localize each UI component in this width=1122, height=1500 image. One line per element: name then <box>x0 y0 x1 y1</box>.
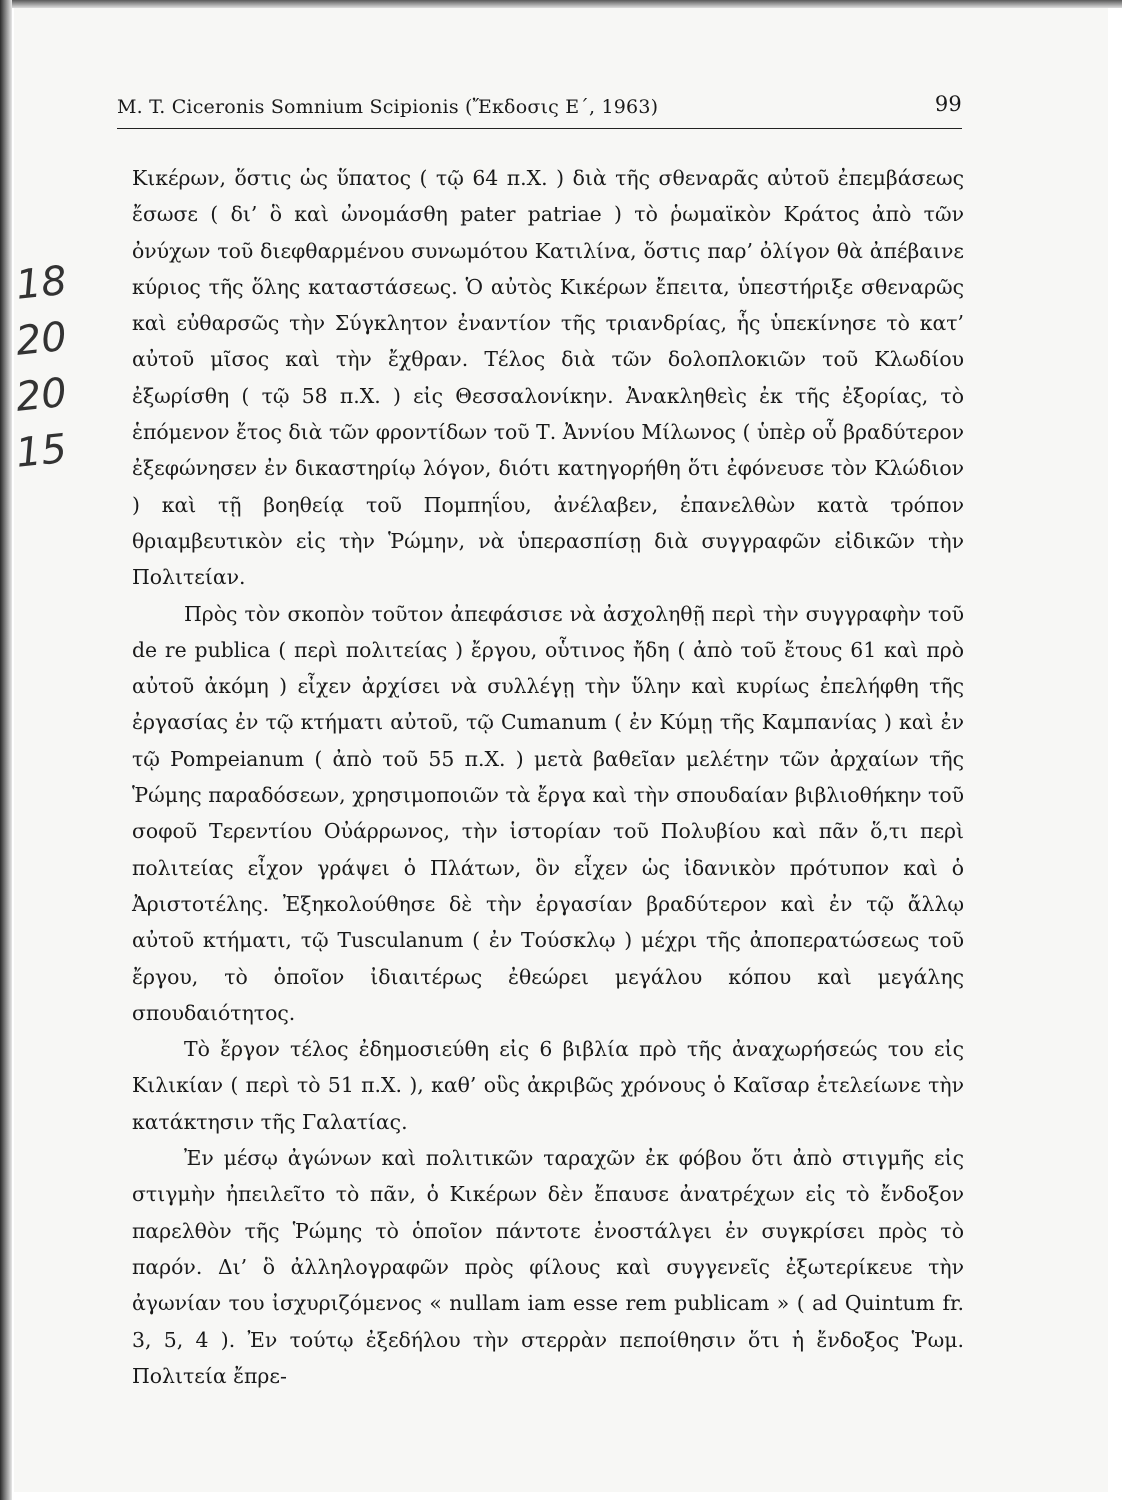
scan-edge-top <box>0 0 1122 8</box>
margin-note: 18 <box>13 257 70 309</box>
paragraph: Ἐν μέσῳ ἀγώνων καὶ πολιτικῶν ταραχῶν ἐκ φόβου ὅτι ἀπὸ στιγμῆς εἰς στιγμὴν ἠπειλεῖτο τὸ πᾶν, ὁ Κικέρων δὲν ἔπαυσε ἀνατρέχων εἰς τὸ ἔνδοξον παρελθὸν τῆς Ῥώμης τὸ ὁποῖον πάντοτε ἐνοστάλγει ἐν συγκρίσει πρὸς τὸ παρόν. Δι’ ὃ ἀλληλογραφῶν πρὸς φίλους καὶ συγγενεῖς ἐξωτερίκευε τὴν ἀγωνίαν του ἰσχυριζόμενος « nullam iam esse rem publicam » ( ad Quintum fr. 3, 5, 4 ). Ἐν τούτῳ ἐξεδήλου τὴν στερρὰν πεποίθησιν ὅτι ἡ ἔνδοξος Ῥωμ. Πολιτεία ἔπρε- <box>132 1146 964 1388</box>
paragraph: Πρὸς τὸν σκοπὸν τοῦτον ἀπεφάσισε νὰ ἀσχοληθῇ περὶ τὴν συγγραφὴν τοῦ de re publica ( περὶ πολιτείας ) ἔργου, οὗτινος ἤδη ( ἀπὸ τοῦ ἔτους 61 καὶ πρὸ αὐτοῦ ἀκόμη ) εἶχεν ἀρχίσει νὰ συλλέγῃ τὴν ὕλην καὶ κυρίως ἐπελήφθη τῆς ἐργασίας ἐν τῷ κτήματι αὐτοῦ, τῷ Cumanum ( ἐν Κύμῃ τῆς Καμπανίας ) καὶ ἐν τῷ Pompeianum ( ἀπὸ τοῦ 55 π.Χ. ) μετὰ βαθεῖαν μελέτην τῶν ἀρχαίων τῆς Ῥώμης παραδόσεων, χρησιμοποιῶν τὰ ἔργα καὶ τὴν σπουδαίαν βιβλιοθήκην τοῦ σοφοῦ Τερεντίου Οὐάρρωνος, τὴν ἱστορίαν τοῦ Πολυβίου καὶ πᾶν ὅ,τι περὶ πολιτείας εἶχον γράψει ὁ Πλάτων, ὃν εἶχεν ὡς ἰδανικὸν πρότυπον καὶ ὁ Ἀριστοτέλης. Ἐξηκολούθησε δὲ τὴν ἐργασίαν βραδύτερον καὶ ἐν τῷ ἄλλῳ αὐτοῦ κτήματι, τῷ Tusculanum ( ἐν Τούσκλῳ ) μέχρι τῆς ἀποπερατώσεως τοῦ ἔργου, τὸ ὁποῖον ἰδιαιτέρως ἐθεώρει μεγάλου κόπου καὶ μεγάλης σπουδαιότητος. <box>132 601 964 1025</box>
paragraph: Κικέρων, ὅστις ὡς ὕπατος ( τῷ 64 π.Χ. ) διὰ τῆς σθεναρᾶς αὐτοῦ ἐπεμβάσεως ἔσωσε ( δι’ ὃ καὶ ὠνομάσθη pater patriae ) τὸ ῥωμαϊκὸν Κράτος ἀπὸ τῶν ὀνύχων τοῦ διεφθαρμένου συνωμότου Κατιλίνα, ὅστις παρ’ ὀλίγον θὰ ἀπέβαινε κύριος τῆς ὅλης καταστάσεως. Ὁ αὐτὸς Κικέρων ἔπειτα, ὑπεστήριξε σθεναρῶς καὶ εὐθαρσῶς τὴν Σύγκλητον ἐναντίον τῆς τριανδρίας, ἧς ὑπεκίνησε τὸ κατ’ αὐτοῦ μῖσος καὶ τὴν ἔχθραν. Τέλος διὰ τῶν δολοπλοκιῶν τοῦ Κλωδίου ἐξωρίσθη ( τῷ 58 π.Χ. ) εἰς Θεσσαλονίκην. Ἀνακληθεὶς ἐκ τῆς ἐξορίας, τὸ ἑπόμενον ἔτος διὰ τῶν φροντίδων τοῦ Τ. Ἀννίου Μίλωνος ( ὑπὲρ οὗ βραδύτερον ἐξεφώνησεν ἐν δικαστηρίῳ λόγον, διότι κατηγορήθη ὅτι ἐφόνευσε τὸν Κλώδιον ) καὶ τῇ βοηθείᾳ τοῦ Πομπηΐου, ἀνέλαβεν, ἐπανελθὼν κατὰ τρόπον θριαμβευτικὸν εἰς τὴν Ῥώμην, νὰ ὑπερασπίσῃ διὰ συγγραφῶν εἰδικῶν τὴν Πολιτείαν. <box>132 166 964 590</box>
paragraph: Τὸ ἔργον τέλος ἐδημοσιεύθη εἰς 6 βιβλία πρὸ τῆς ἀναχωρήσεώς του εἰς Κιλικίαν ( περὶ τὸ 51 π.Χ. ), καθ’ οὓς ἀκριβῶς χρόνους ὁ Καῖσαρ ἐτελείωνε τὴν κατάκτησιν τῆς Γαλατίας. <box>132 1037 964 1134</box>
margin-note: 20 <box>13 313 70 365</box>
margin-note: 20 <box>13 369 70 421</box>
page-number: 99 <box>934 92 962 116</box>
running-header <box>117 92 962 129</box>
margin-note: 15 <box>13 425 70 477</box>
header-title: M. T. Ciceronis Somnium Scipionis (Ἔκδοσις Ε΄, 1963) <box>117 96 659 118</box>
scan-edge-left <box>0 0 12 1500</box>
body-text <box>132 160 964 1394</box>
handwritten-margin-notes <box>13 257 86 482</box>
